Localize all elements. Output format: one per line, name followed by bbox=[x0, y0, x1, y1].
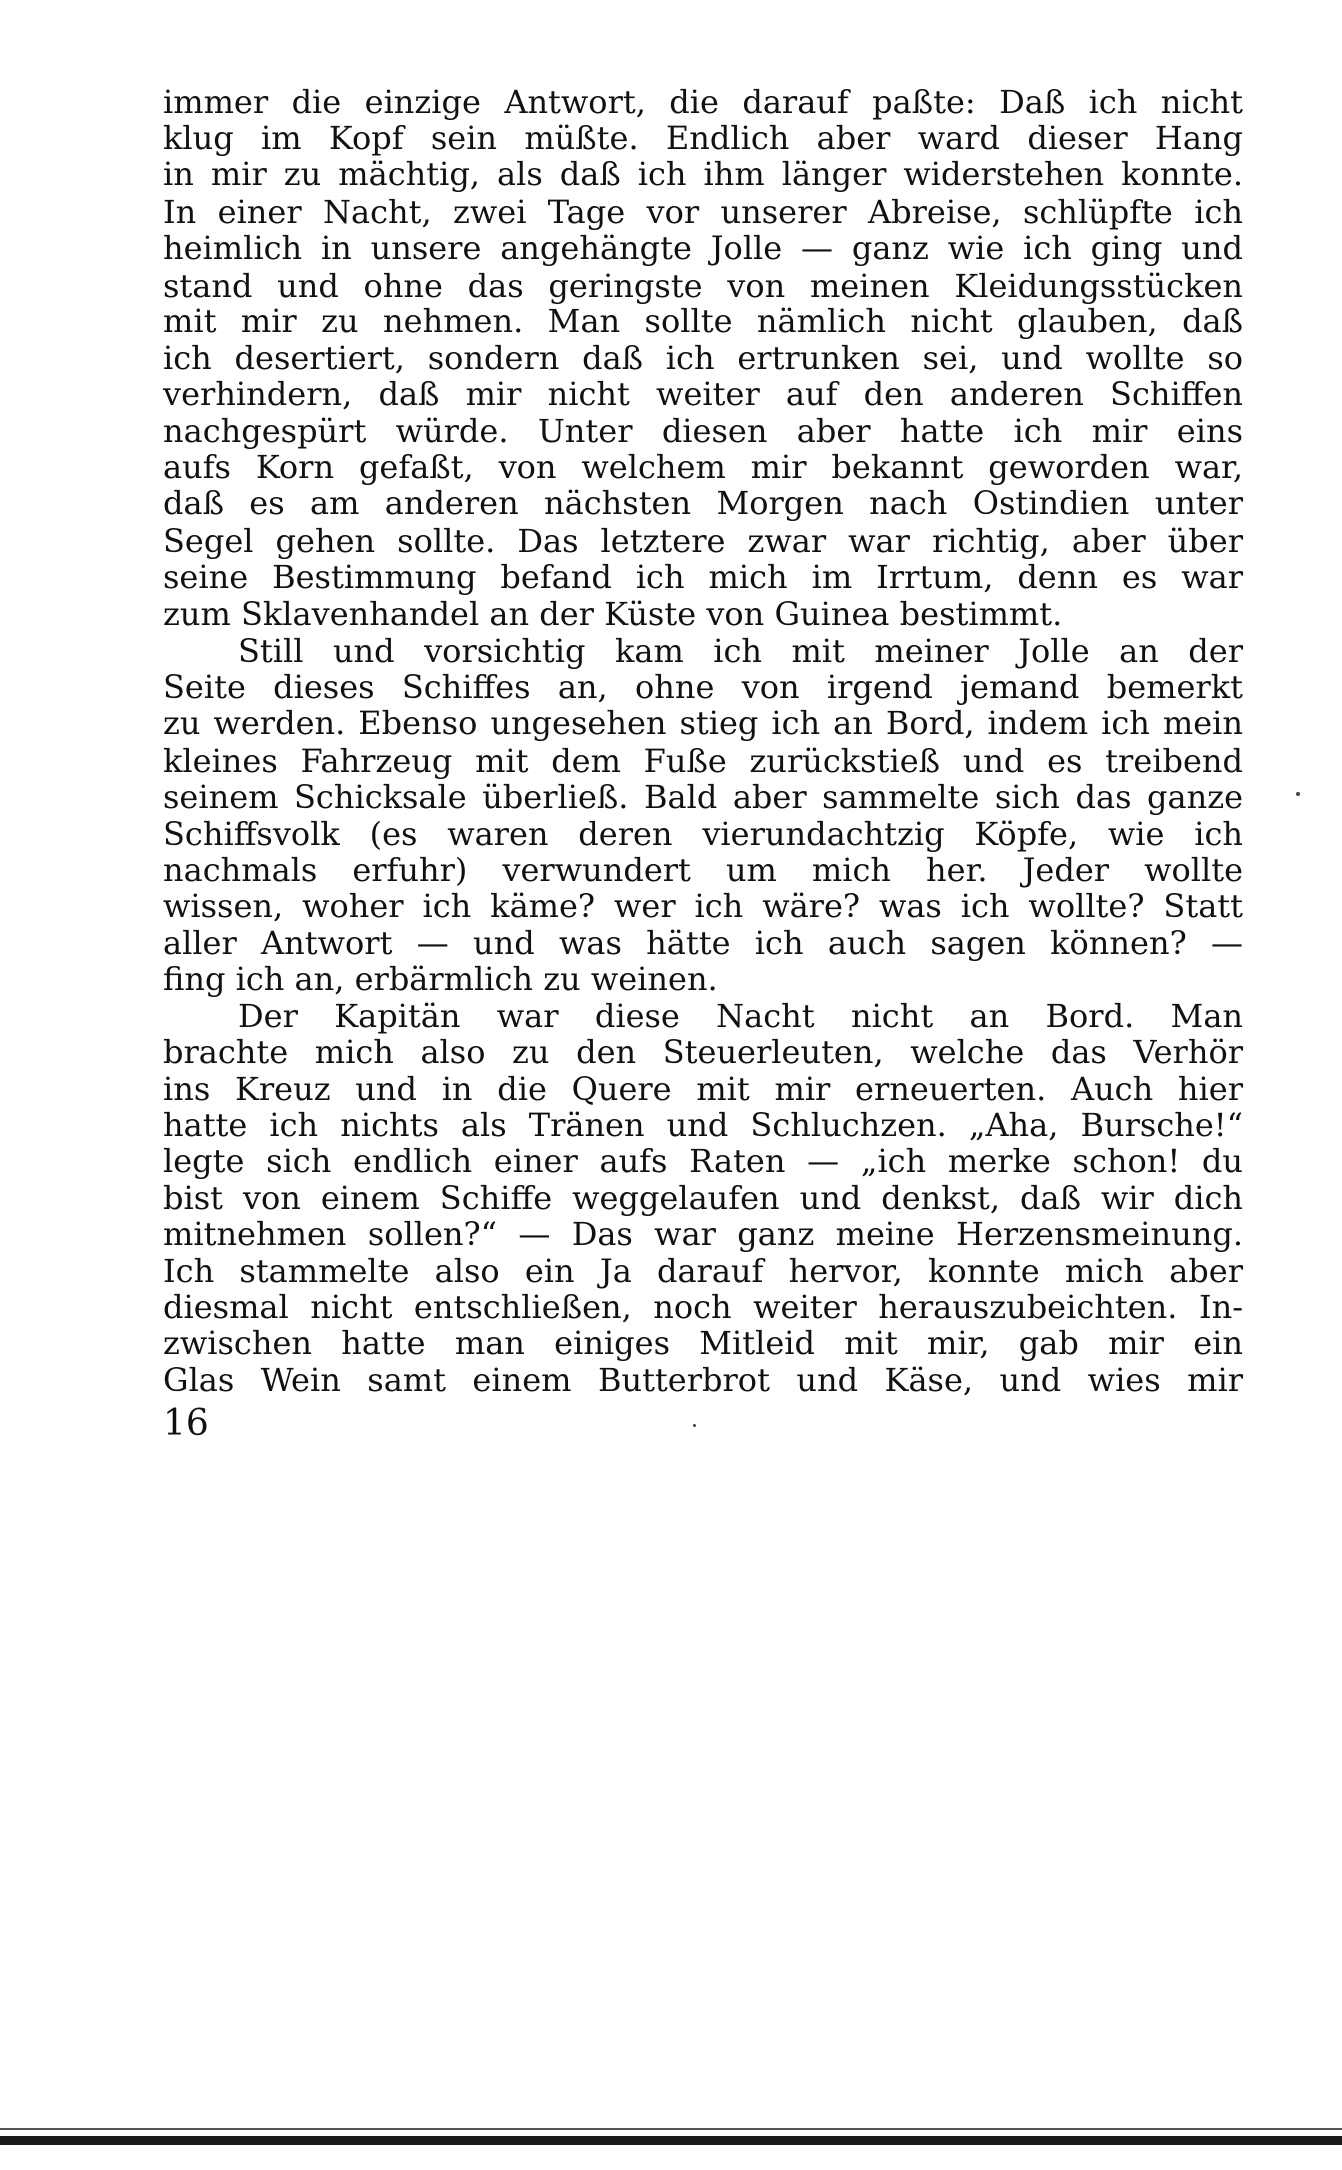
bottom-rule-thick bbox=[0, 2136, 1342, 2145]
text-line: In einer Nacht, zwei Tage vor unserer Abreise, schlüpfte ich bbox=[163, 193, 1243, 231]
text-line: Still und vorsichtig kam ich mit meiner Jolle an der bbox=[238, 632, 1243, 670]
text-line: zu werden. Ebenso ungesehen stieg ich an Bord, indem ich mein bbox=[163, 704, 1243, 742]
text-line: Ich stammelte also ein Ja darauf hervor, konnte mich aber bbox=[163, 1252, 1243, 1290]
text-line: bist von einem Schiffe weggelaufen und denkst, daß wir dich bbox=[163, 1179, 1243, 1217]
text-line: seine Bestimmung befand ich mich im Irrtum, denn es war bbox=[163, 558, 1243, 596]
text-line: fing ich an, erbärmlich zu weinen. bbox=[163, 960, 718, 998]
text-line: mitnehmen sollen?“ — Das war ganz meine Herzensmeinung. bbox=[163, 1215, 1243, 1253]
text-line: aufs Korn gefaßt, von welchem mir bekannt geworden war, bbox=[163, 448, 1243, 486]
text-line: verhindern, daß mir nicht weiter auf den anderen Schiffen bbox=[163, 375, 1243, 413]
text-line: in mir zu mächtig, als daß ich ihm länger widerstehen konnte. bbox=[163, 155, 1243, 193]
text-line: Glas Wein samt einem Butterbrot und Käse, und wies mir bbox=[163, 1361, 1243, 1399]
text-line: nachgespürt würde. Unter diesen aber hatte ich mir eins bbox=[163, 412, 1243, 450]
text-line: stand und ohne das geringste von meinen Kleidungsstücken bbox=[163, 267, 1243, 305]
text-line: daß es am anderen nächsten Morgen nach Ostindien unter bbox=[163, 484, 1243, 522]
text-line: zum Sklavenhandel an der Küste von Guinea bestimmt. bbox=[163, 595, 1063, 633]
paper-speck bbox=[1296, 792, 1300, 796]
text-line: zwischen hatte man einiges Mitleid mit mir, gab mir ein bbox=[163, 1324, 1243, 1362]
text-line: seinem Schicksale überließ. Bald aber sammelte sich das ganze bbox=[163, 778, 1243, 816]
paper-speck bbox=[693, 1424, 696, 1427]
text-line: klug im Kopf sein müßte. Endlich aber ward dieser Hang bbox=[163, 119, 1243, 157]
text-line: wissen, woher ich käme? wer ich wäre? was ich wollte? Statt bbox=[163, 887, 1243, 925]
text-line: diesmal nicht entschließen, noch weiter herauszubeichten. In- bbox=[163, 1288, 1243, 1326]
text-line: mit mir zu nehmen. Man sollte nämlich nicht glauben, daß bbox=[163, 302, 1243, 340]
text-line: hatte ich nichts als Tränen und Schluchzen. „Aha, Bursche!“ bbox=[163, 1106, 1243, 1144]
text-line: Seite dieses Schiffes an, ohne von irgend jemand bemerkt bbox=[163, 668, 1243, 706]
text-line: aller Antwort — und was hätte ich auch sagen können? — bbox=[163, 924, 1243, 962]
text-line: heimlich in unsere angehängte Jolle — ganz wie ich ging und bbox=[163, 229, 1243, 267]
text-line: legte sich endlich einer aufs Raten — „ich merke schon! du bbox=[163, 1142, 1243, 1180]
text-line: Schiffsvolk (es waren deren vierundachtzig Köpfe, wie ich bbox=[163, 815, 1243, 853]
bottom-rule-thin bbox=[0, 2128, 1342, 2130]
text-line: ins Kreuz und in die Quere mit mir erneuerten. Auch hier bbox=[163, 1070, 1243, 1108]
page-number: 16 bbox=[163, 1403, 209, 1444]
text-line: ich desertiert, sondern daß ich ertrunken sei, und wollte so bbox=[163, 339, 1243, 377]
text-line: brachte mich also zu den Steuerleuten, welche das Verhör bbox=[163, 1033, 1243, 1071]
text-line: immer die einzige Antwort, die darauf paßte: Daß ich nicht bbox=[163, 83, 1243, 121]
text-line: kleines Fahrzeug mit dem Fuße zurückstieß und es treibend bbox=[163, 742, 1243, 780]
text-line: nachmals erfuhr) verwundert um mich her. Jeder wollte bbox=[163, 851, 1243, 889]
text-line: Segel gehen sollte. Das letztere zwar war richtig, aber über bbox=[163, 522, 1243, 560]
text-line: Der Kapitän war diese Nacht nicht an Bord. Man bbox=[238, 997, 1243, 1035]
